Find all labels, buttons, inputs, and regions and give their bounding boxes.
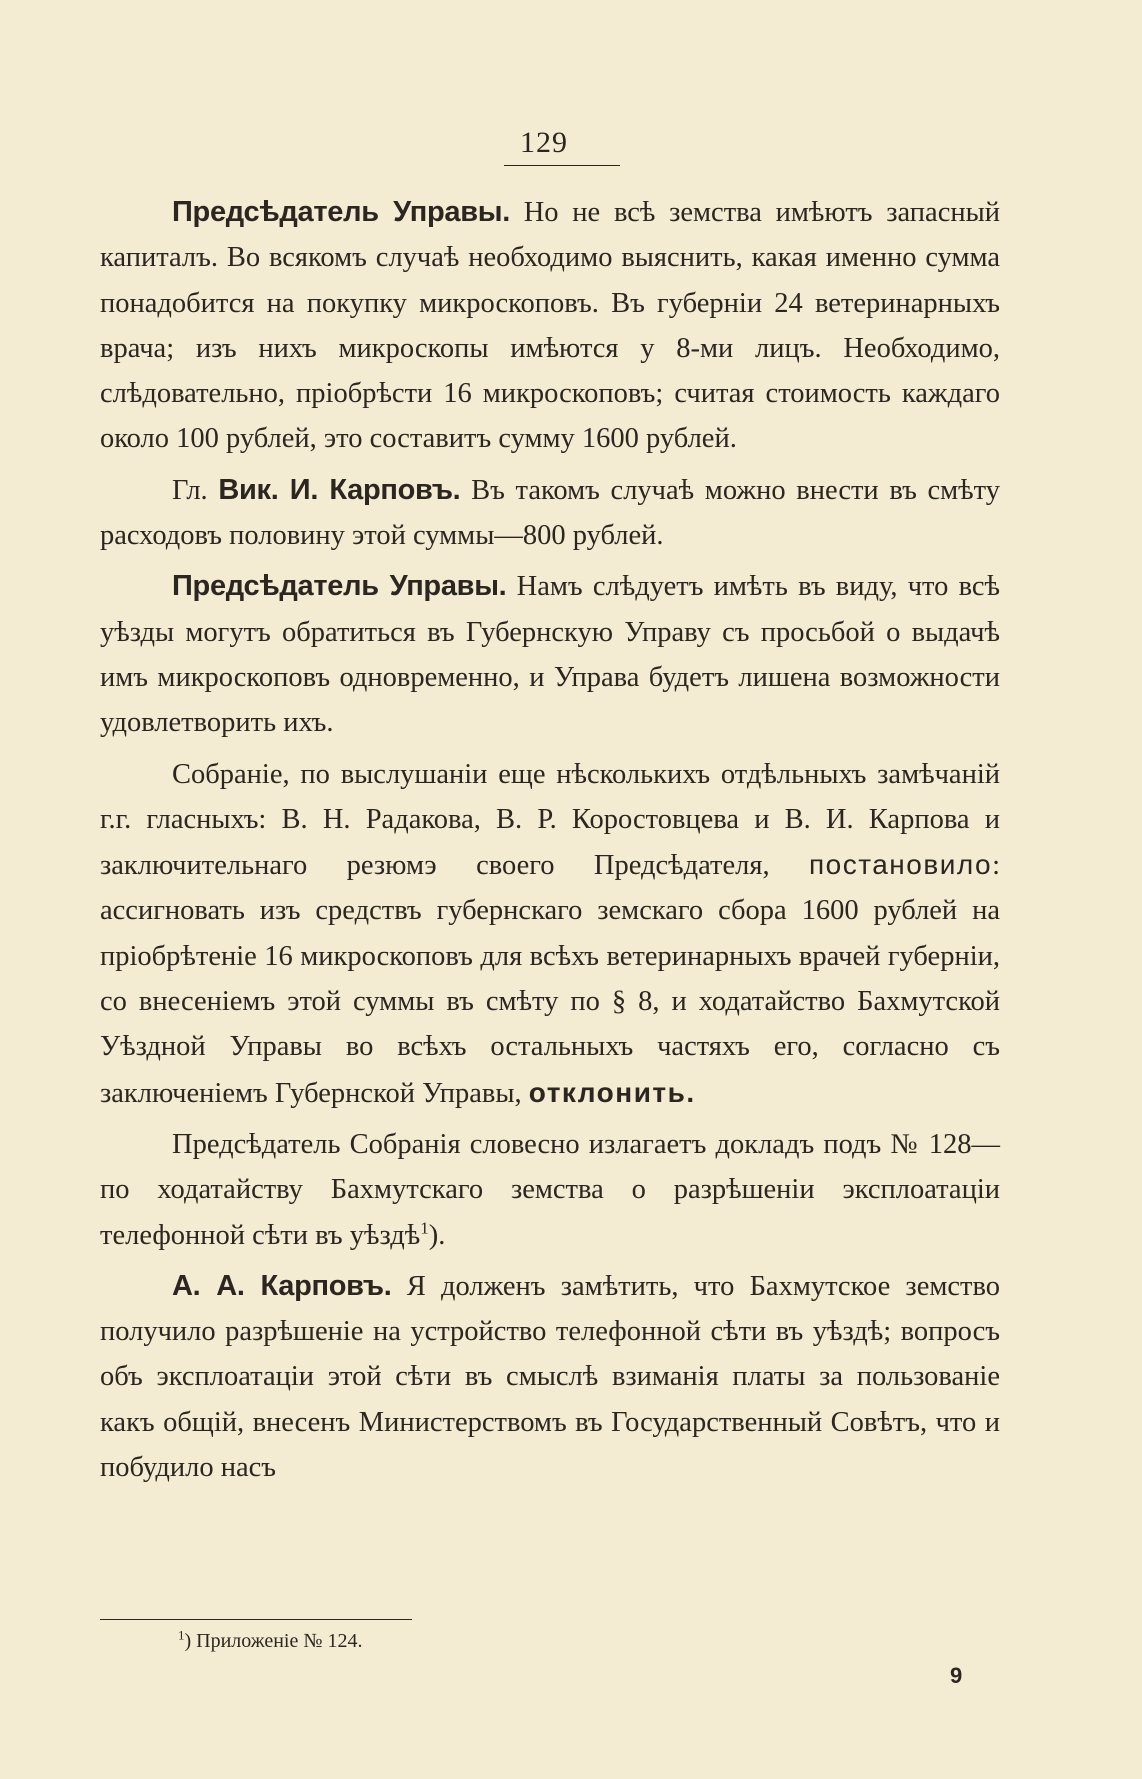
paragraph-text: Предсѣдатель Собранія словесно излагаетъ докладъ подъ № 128—по ходатайству Бахмутскаго земства о разрѣшеніи эксплоатаціи телефонной сѣти въ уѣздѣ xyxy=(100,1128,1000,1251)
paragraph-2 xyxy=(100,468,1000,559)
speaker-name: Вик. И. Карповъ. xyxy=(218,473,461,506)
signature-mark: 9 xyxy=(950,1663,963,1688)
paragraph-text: Въ такомъ случаѣ можно внести въ смѣту расходовъ половину этой суммы—800 рублей. xyxy=(100,474,1000,552)
speaker-prefix: Гл. xyxy=(172,474,219,506)
paragraph-4 xyxy=(100,752,1000,1116)
page-number: 129 xyxy=(520,126,568,159)
paragraph-text: Но не всѣ земства имѣютъ запасный капиталъ. Во всякомъ случаѣ необходимо выяснить, какая именно сумма понадобится на покупку микроскоповъ. Въ губерніи 24 ветеринарныхъ врача; изъ нихъ микроскопы имѣются у 8-ми лицъ. Необходимо, слѣдовательно, пріобрѣсти 16 микроскоповъ; считая стоимость каждаго около 100 рублей, это составитъ сумму 1600 рублей. xyxy=(100,197,1000,455)
speaker-name: Предсѣдатель Управы. xyxy=(172,196,510,228)
paragraph-1 xyxy=(100,190,1000,462)
paragraph-text: ). xyxy=(428,1219,446,1251)
paragraph-text: : ассигновать изъ средствъ губернскаго земскаго сбора 1600 рублей на пріобрѣтеніе 16 микроскоповъ для всѣхъ ветеринарныхъ врачей губерніи, со внесеніемъ этой суммы въ смѣту по § 8, и ходатайство Бахмутской Уѣздной Управы во всѣхъ остальныхъ частяхъ его, согласно съ заключеніемъ Губернской Управы, xyxy=(100,850,1000,1109)
speaker-name: Предсѣдатель Управы. xyxy=(172,570,507,603)
resolution-keyword: отклонить. xyxy=(528,1076,696,1108)
paragraph-3 xyxy=(100,564,1000,745)
paragraph-text: Намъ слѣдуетъ имѣть въ виду, что всѣ уѣзды могутъ обратиться въ Губернскую Управу съ просьбой о выдачѣ имъ микроскоповъ одновременно, и Управа будетъ лишена возможности удовлетворить ихъ. xyxy=(100,571,1001,739)
header-rule xyxy=(504,165,620,166)
resolution-keyword: постановило xyxy=(808,849,993,881)
footnote-text: ) Приложеніе № 124. xyxy=(184,1630,363,1652)
speaker-name: А. А. Карповъ. xyxy=(172,1269,392,1302)
footnote-mark: 1 xyxy=(178,1627,185,1643)
footnote-rule xyxy=(100,1619,412,1620)
paragraph-5 xyxy=(100,1122,1000,1258)
footnote xyxy=(178,1626,362,1656)
footnote-reference: 1 xyxy=(420,1218,429,1238)
body-text xyxy=(100,190,1000,1490)
paragraph-6 xyxy=(100,1264,1000,1490)
paragraph-text: Собраніе, по выслушаніи еще нѣсколькихъ отдѣльныхъ замѣчаній г.г. гласныхъ: В. Н. Радакова, В. Р. Коростовцева и В. И. Карпова и заключительнаго резюмэ своего Предсѣдателя, xyxy=(100,758,1000,882)
paragraph-text: Я долженъ замѣтить, что Бахмутское земство получило разрѣшеніе на устройство телефонной сѣти въ уѣздѣ; вопросъ объ эксплоатаціи этой сѣти въ смыслѣ взиманія платы за пользованіе какъ общій, внесенъ Министерствомъ въ Государственный Совѣтъ, что и побудило насъ xyxy=(100,1270,1000,1484)
